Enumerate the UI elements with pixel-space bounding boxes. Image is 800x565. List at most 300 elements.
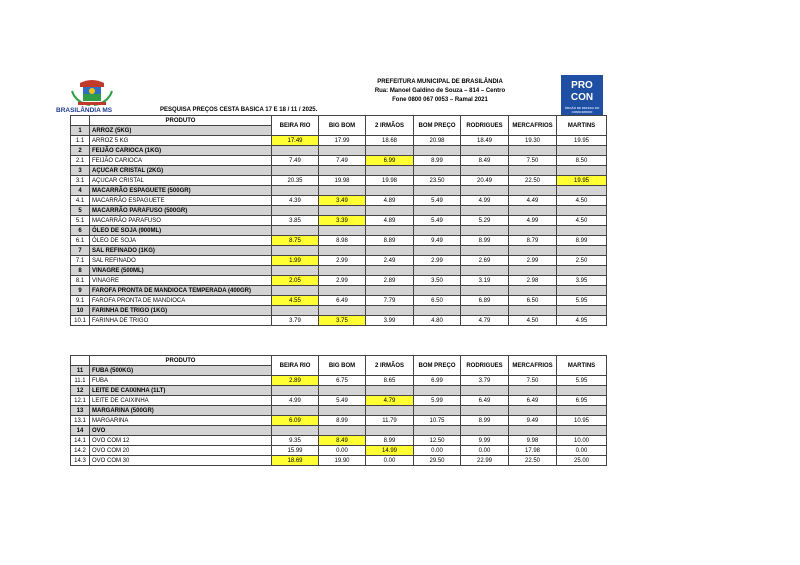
price-cell: 22.99 <box>461 456 509 466</box>
store-header: MARTINS <box>557 116 607 136</box>
category-empty-cell <box>319 306 366 316</box>
category-row <box>71 146 607 156</box>
category-number: 1 <box>71 126 90 136</box>
lowest-price-cell: 6.09 <box>272 416 319 426</box>
item-number: 12.1 <box>71 396 90 406</box>
category-number: 2 <box>71 146 90 156</box>
lowest-price-cell: 14.99 <box>366 446 414 456</box>
store-header: MERCAFRIOS <box>509 116 557 136</box>
category-empty-cell <box>272 166 319 176</box>
category-number: 3 <box>71 166 90 176</box>
table-row <box>71 446 607 456</box>
produto-header: PRODUTO <box>90 116 272 126</box>
price-cell: 4.79 <box>461 316 509 326</box>
price-cell: 8.99 <box>461 236 509 246</box>
price-cell: 6.50 <box>414 296 461 306</box>
store-header: BIG BOM <box>319 116 366 136</box>
store-header: 2 IRMÃOS <box>366 356 414 376</box>
survey-title: PESQUISA PREÇOS CESTA BASICA 17 E 18 / 11 / 2025. <box>160 107 318 113</box>
category-empty-cell <box>509 206 557 216</box>
category-row <box>71 266 607 276</box>
price-cell: 4.50 <box>557 216 607 226</box>
price-cell: 18.49 <box>461 136 509 146</box>
category-empty-cell <box>366 406 414 416</box>
category-number: 9 <box>71 286 90 296</box>
category-empty-cell <box>509 146 557 156</box>
category-empty-cell <box>414 226 461 236</box>
price-cell: 2.50 <box>557 256 607 266</box>
item-number: 4.1 <box>71 196 90 206</box>
lowest-price-cell: 4.79 <box>366 396 414 406</box>
header-blank-cell <box>71 356 90 366</box>
org-phone: Fone 0800 067 0053 – Ramal 2021 <box>392 97 488 103</box>
item-name: MACARRÃO PARAFUSO <box>90 216 272 226</box>
category-name: FUBA (500KG) <box>90 366 272 376</box>
category-empty-cell <box>461 426 509 436</box>
item-name: AÇUCAR CRISTAL <box>90 176 272 186</box>
price-cell: 9.98 <box>509 436 557 446</box>
table-row <box>71 376 607 386</box>
price-cell: 4.99 <box>272 396 319 406</box>
category-name: AÇUCAR CRISTAL (2KG) <box>90 166 272 176</box>
table-row <box>71 396 607 406</box>
header-row <box>71 356 607 366</box>
price-cell: 8.99 <box>366 436 414 446</box>
price-cell: 2.89 <box>366 276 414 286</box>
category-number: 6 <box>71 226 90 236</box>
category-empty-cell <box>509 226 557 236</box>
item-number: 14.1 <box>71 436 90 446</box>
price-cell: 2.98 <box>509 276 557 286</box>
price-cell: 10.00 <box>557 436 607 446</box>
table-row <box>71 276 607 286</box>
price-cell: 8.50 <box>557 156 607 166</box>
price-cell: 2.99 <box>319 256 366 266</box>
price-cell: 8.99 <box>414 156 461 166</box>
price-cell: 8.99 <box>461 416 509 426</box>
table-row <box>71 316 607 326</box>
category-empty-cell <box>319 266 366 276</box>
price-cell: 6.50 <box>509 296 557 306</box>
category-empty-cell <box>319 386 366 396</box>
category-row <box>71 306 607 316</box>
procon-logo <box>561 75 603 115</box>
price-cell: 29.50 <box>414 456 461 466</box>
item-name: MARGARINA <box>90 416 272 426</box>
item-number: 13.1 <box>71 416 90 426</box>
price-cell: 5.49 <box>414 196 461 206</box>
category-number: 5 <box>71 206 90 216</box>
store-header: 2 IRMÃOS <box>366 116 414 136</box>
item-name: FARINHA DE TRIGO <box>90 316 272 326</box>
price-cell: 9.35 <box>272 436 319 446</box>
category-empty-cell <box>272 286 319 296</box>
item-name: ÓLEO DE SOJA <box>90 236 272 246</box>
price-cell: 6.49 <box>509 396 557 406</box>
price-cell: 5.29 <box>461 216 509 226</box>
price-cell: 8.65 <box>366 376 414 386</box>
price-cell: 9.99 <box>461 436 509 446</box>
store-header: MARTINS <box>557 356 607 376</box>
lowest-price-cell: 17.49 <box>272 136 319 146</box>
category-name: MACARRÃO ESPAGUETE (500GR) <box>90 186 272 196</box>
procon-logo-caption: ÓRGÃO DE DEFESA DO CONSUMIDOR <box>564 106 600 114</box>
price-cell: 3.99 <box>366 316 414 326</box>
category-empty-cell <box>414 146 461 156</box>
item-number: 6.1 <box>71 236 90 246</box>
price-cell: 3.85 <box>272 216 319 226</box>
category-empty-cell <box>557 226 607 236</box>
category-row <box>71 166 607 176</box>
store-header: BOM PREÇO <box>414 356 461 376</box>
category-empty-cell <box>414 166 461 176</box>
category-name: FAROFA PRONTA DE MANDIOCA TEMPERADA (400GR) <box>90 286 272 296</box>
category-empty-cell <box>461 166 509 176</box>
category-row <box>71 386 607 396</box>
price-cell: 2.99 <box>414 256 461 266</box>
price-cell: 8.99 <box>319 416 366 426</box>
category-row <box>71 246 607 256</box>
category-name: FEIJÃO CARIOCA (1KG) <box>90 146 272 156</box>
price-cell: 17.98 <box>509 446 557 456</box>
category-empty-cell <box>509 266 557 276</box>
item-number: 9.1 <box>71 296 90 306</box>
category-empty-cell <box>366 206 414 216</box>
price-cell: 11.79 <box>366 416 414 426</box>
price-cell: 6.95 <box>557 396 607 406</box>
category-empty-cell <box>509 386 557 396</box>
price-cell: 6.49 <box>461 396 509 406</box>
category-empty-cell <box>366 186 414 196</box>
price-cell: 4.50 <box>557 196 607 206</box>
table-row <box>71 136 607 146</box>
price-cell: 0.00 <box>461 446 509 456</box>
category-empty-cell <box>272 246 319 256</box>
procon-logo-text-top: PRO <box>571 80 593 91</box>
price-cell: 23.50 <box>414 176 461 186</box>
category-name: FARINHA DE TRIGO (1KG) <box>90 306 272 316</box>
table-row <box>71 436 607 446</box>
price-cell: 8.98 <box>319 236 366 246</box>
category-empty-cell <box>272 226 319 236</box>
store-header: BEIRA RIO <box>272 116 319 136</box>
category-name: MACARRÃO PARAFUSO (500GR) <box>90 206 272 216</box>
lowest-price-cell: 8.75 <box>272 236 319 246</box>
category-name: MARGARINA (500GR) <box>90 406 272 416</box>
table-row <box>71 216 607 226</box>
category-empty-cell <box>461 246 509 256</box>
store-header: BEIRA RIO <box>272 356 319 376</box>
price-cell: 19.95 <box>557 136 607 146</box>
item-number: 14.2 <box>71 446 90 456</box>
table-row <box>71 256 607 266</box>
table-row <box>71 456 607 466</box>
category-empty-cell <box>319 406 366 416</box>
category-empty-cell <box>557 406 607 416</box>
category-number: 7 <box>71 246 90 256</box>
item-name: OVO COM 20 <box>90 446 272 456</box>
price-cell: 22.50 <box>509 176 557 186</box>
price-cell: 5.99 <box>414 396 461 406</box>
price-cell: 3.95 <box>557 276 607 286</box>
category-empty-cell <box>557 246 607 256</box>
category-empty-cell <box>366 426 414 436</box>
category-name: VINAGRE (500ML) <box>90 266 272 276</box>
category-empty-cell <box>319 286 366 296</box>
category-empty-cell <box>414 206 461 216</box>
lowest-price-cell: 18.69 <box>272 456 319 466</box>
price-cell: 4.99 <box>461 196 509 206</box>
category-row <box>71 406 607 416</box>
store-header: RODRIGUES <box>461 356 509 376</box>
price-cell: 0.00 <box>414 446 461 456</box>
price-cell: 2.99 <box>509 256 557 266</box>
price-cell: 4.80 <box>414 316 461 326</box>
store-header: RODRIGUES <box>461 116 509 136</box>
price-cell: 0.00 <box>366 456 414 466</box>
price-cell: 5.49 <box>319 396 366 406</box>
store-header: BOM PREÇO <box>414 116 461 136</box>
price-cell: 2.99 <box>319 276 366 286</box>
org-address: Rua: Manoel Galdino de Souza – 814 – Centro <box>374 88 506 94</box>
category-empty-cell <box>557 306 607 316</box>
category-row <box>71 206 607 216</box>
produto-header: PRODUTO <box>90 356 272 366</box>
price-table-2 <box>70 355 607 466</box>
category-empty-cell <box>366 246 414 256</box>
category-name: LEITE DE CAIXINHA (1LT) <box>90 386 272 396</box>
category-empty-cell <box>366 266 414 276</box>
price-cell: 4.89 <box>366 196 414 206</box>
store-header: BIG BOM <box>319 356 366 376</box>
item-number: 11.1 <box>71 376 90 386</box>
price-cell: 4.50 <box>509 316 557 326</box>
price-cell: 4.39 <box>272 196 319 206</box>
table-row <box>71 296 607 306</box>
category-row <box>71 226 607 236</box>
item-number: 2.1 <box>71 156 90 166</box>
price-cell: 5.95 <box>557 296 607 306</box>
price-cell: 8.79 <box>509 236 557 246</box>
price-cell: 10.95 <box>557 416 607 426</box>
price-cell: 20.35 <box>272 176 319 186</box>
price-cell: 18.68 <box>366 136 414 146</box>
category-number: 4 <box>71 186 90 196</box>
category-empty-cell <box>557 206 607 216</box>
price-cell: 7.50 <box>509 376 557 386</box>
item-name: OVO COM 12 <box>90 436 272 446</box>
category-row <box>71 426 607 436</box>
price-cell: 20.98 <box>414 136 461 146</box>
item-number: 8.1 <box>71 276 90 286</box>
price-cell: 6.99 <box>414 376 461 386</box>
price-cell: 3.79 <box>461 376 509 386</box>
price-cell: 19.98 <box>366 176 414 186</box>
price-cell: 7.79 <box>366 296 414 306</box>
price-cell: 5.49 <box>414 216 461 226</box>
price-cell: 0.00 <box>557 446 607 456</box>
price-cell: 8.89 <box>366 236 414 246</box>
category-number: 13 <box>71 406 90 416</box>
price-cell: 9.49 <box>414 236 461 246</box>
item-number: 1.1 <box>71 136 90 146</box>
price-cell: 19.30 <box>509 136 557 146</box>
category-empty-cell <box>461 186 509 196</box>
category-empty-cell <box>319 206 366 216</box>
category-empty-cell <box>461 306 509 316</box>
category-name: OVO <box>90 426 272 436</box>
price-cell: 6.49 <box>319 296 366 306</box>
category-empty-cell <box>557 386 607 396</box>
lowest-price-cell: 1.99 <box>272 256 319 266</box>
category-name: ÓLEO DE SOJA (900ML) <box>90 226 272 236</box>
category-empty-cell <box>509 306 557 316</box>
category-empty-cell <box>272 386 319 396</box>
document-header <box>330 78 550 105</box>
price-cell: 4.95 <box>557 316 607 326</box>
category-empty-cell <box>272 306 319 316</box>
category-empty-cell <box>509 406 557 416</box>
price-cell: 6.89 <box>461 296 509 306</box>
lowest-price-cell: 3.39 <box>319 216 366 226</box>
item-number: 7.1 <box>71 256 90 266</box>
org-name: PREFEITURA MUNICIPAL DE BRASILÂNDIA <box>377 79 503 85</box>
item-name: FAROFA PRONTA DE MANDIOCA <box>90 296 272 306</box>
price-cell: 5.95 <box>557 376 607 386</box>
category-empty-cell <box>319 146 366 156</box>
category-row <box>71 186 607 196</box>
category-empty-cell <box>366 386 414 396</box>
category-empty-cell <box>319 226 366 236</box>
brasilandia-coat-of-arms-icon <box>70 77 114 107</box>
store-header: MERCAFRIOS <box>509 356 557 376</box>
category-empty-cell <box>557 186 607 196</box>
header-blank-cell <box>71 116 90 126</box>
price-cell: 8.99 <box>557 236 607 246</box>
item-number: 14.3 <box>71 456 90 466</box>
category-empty-cell <box>414 186 461 196</box>
price-table-1 <box>70 115 607 326</box>
category-empty-cell <box>414 246 461 256</box>
category-name: SAL REFINADO (1KG) <box>90 246 272 256</box>
price-cell: 20.49 <box>461 176 509 186</box>
table-row <box>71 416 607 426</box>
category-empty-cell <box>366 166 414 176</box>
category-empty-cell <box>272 146 319 156</box>
price-cell: 19.98 <box>319 176 366 186</box>
category-number: 14 <box>71 426 90 436</box>
item-name: ARROZ 5 KG <box>90 136 272 146</box>
category-empty-cell <box>414 306 461 316</box>
category-empty-cell <box>509 186 557 196</box>
category-empty-cell <box>272 186 319 196</box>
table-row <box>71 236 607 246</box>
category-empty-cell <box>557 286 607 296</box>
category-empty-cell <box>461 146 509 156</box>
category-empty-cell <box>366 226 414 236</box>
category-empty-cell <box>319 186 366 196</box>
price-cell: 6.75 <box>319 376 366 386</box>
price-cell: 4.89 <box>366 216 414 226</box>
category-empty-cell <box>461 206 509 216</box>
category-number: 10 <box>71 306 90 316</box>
price-cell: 17.99 <box>319 136 366 146</box>
table-row <box>71 196 607 206</box>
category-empty-cell <box>461 386 509 396</box>
category-empty-cell <box>557 166 607 176</box>
item-number: 10.1 <box>71 316 90 326</box>
item-number: 3.1 <box>71 176 90 186</box>
item-name: LEITE DE CAIXINHA <box>90 396 272 406</box>
price-cell: 7.50 <box>509 156 557 166</box>
item-name: OVO COM 30 <box>90 456 272 466</box>
category-empty-cell <box>461 226 509 236</box>
price-cell: 12.50 <box>414 436 461 446</box>
item-name: VINAGRE <box>90 276 272 286</box>
price-cell: 7.49 <box>319 156 366 166</box>
category-empty-cell <box>272 406 319 416</box>
category-empty-cell <box>509 166 557 176</box>
category-empty-cell <box>366 306 414 316</box>
category-empty-cell <box>414 426 461 436</box>
category-empty-cell <box>272 266 319 276</box>
category-empty-cell <box>319 166 366 176</box>
category-empty-cell <box>557 426 607 436</box>
category-empty-cell <box>366 146 414 156</box>
category-empty-cell <box>509 246 557 256</box>
category-number: 8 <box>71 266 90 276</box>
item-number: 5.1 <box>71 216 90 226</box>
item-name: FUBA <box>90 376 272 386</box>
category-empty-cell <box>414 266 461 276</box>
table-row <box>71 156 607 166</box>
price-cell: 4.49 <box>509 196 557 206</box>
price-cell: 22.50 <box>509 456 557 466</box>
category-empty-cell <box>414 406 461 416</box>
price-cell: 0.00 <box>319 446 366 456</box>
price-cell: 3.50 <box>414 276 461 286</box>
table-row <box>71 176 607 186</box>
lowest-price-cell: 6.99 <box>366 156 414 166</box>
price-cell: 2.49 <box>366 256 414 266</box>
price-cell: 25.00 <box>557 456 607 466</box>
category-empty-cell <box>557 266 607 276</box>
price-cell: 7.49 <box>272 156 319 166</box>
category-empty-cell <box>461 406 509 416</box>
category-number: 12 <box>71 386 90 396</box>
price-cell: 3.79 <box>272 316 319 326</box>
category-empty-cell <box>557 146 607 156</box>
lowest-price-cell: 4.55 <box>272 296 319 306</box>
price-cell: 3.19 <box>461 276 509 286</box>
category-empty-cell <box>461 266 509 276</box>
category-empty-cell <box>272 426 319 436</box>
category-empty-cell <box>366 286 414 296</box>
price-cell: 10.75 <box>414 416 461 426</box>
price-cell: 8.49 <box>461 156 509 166</box>
category-empty-cell <box>509 286 557 296</box>
category-empty-cell <box>319 426 366 436</box>
lowest-price-cell: 19.95 <box>557 176 607 186</box>
category-empty-cell <box>509 426 557 436</box>
price-cell: 15.99 <box>272 446 319 456</box>
price-cell: 19.90 <box>319 456 366 466</box>
price-cell: 4.99 <box>509 216 557 226</box>
category-name: ARROZ (5KG) <box>90 126 272 136</box>
price-cell: 9.49 <box>509 416 557 426</box>
category-empty-cell <box>461 286 509 296</box>
category-number: 11 <box>71 366 90 376</box>
